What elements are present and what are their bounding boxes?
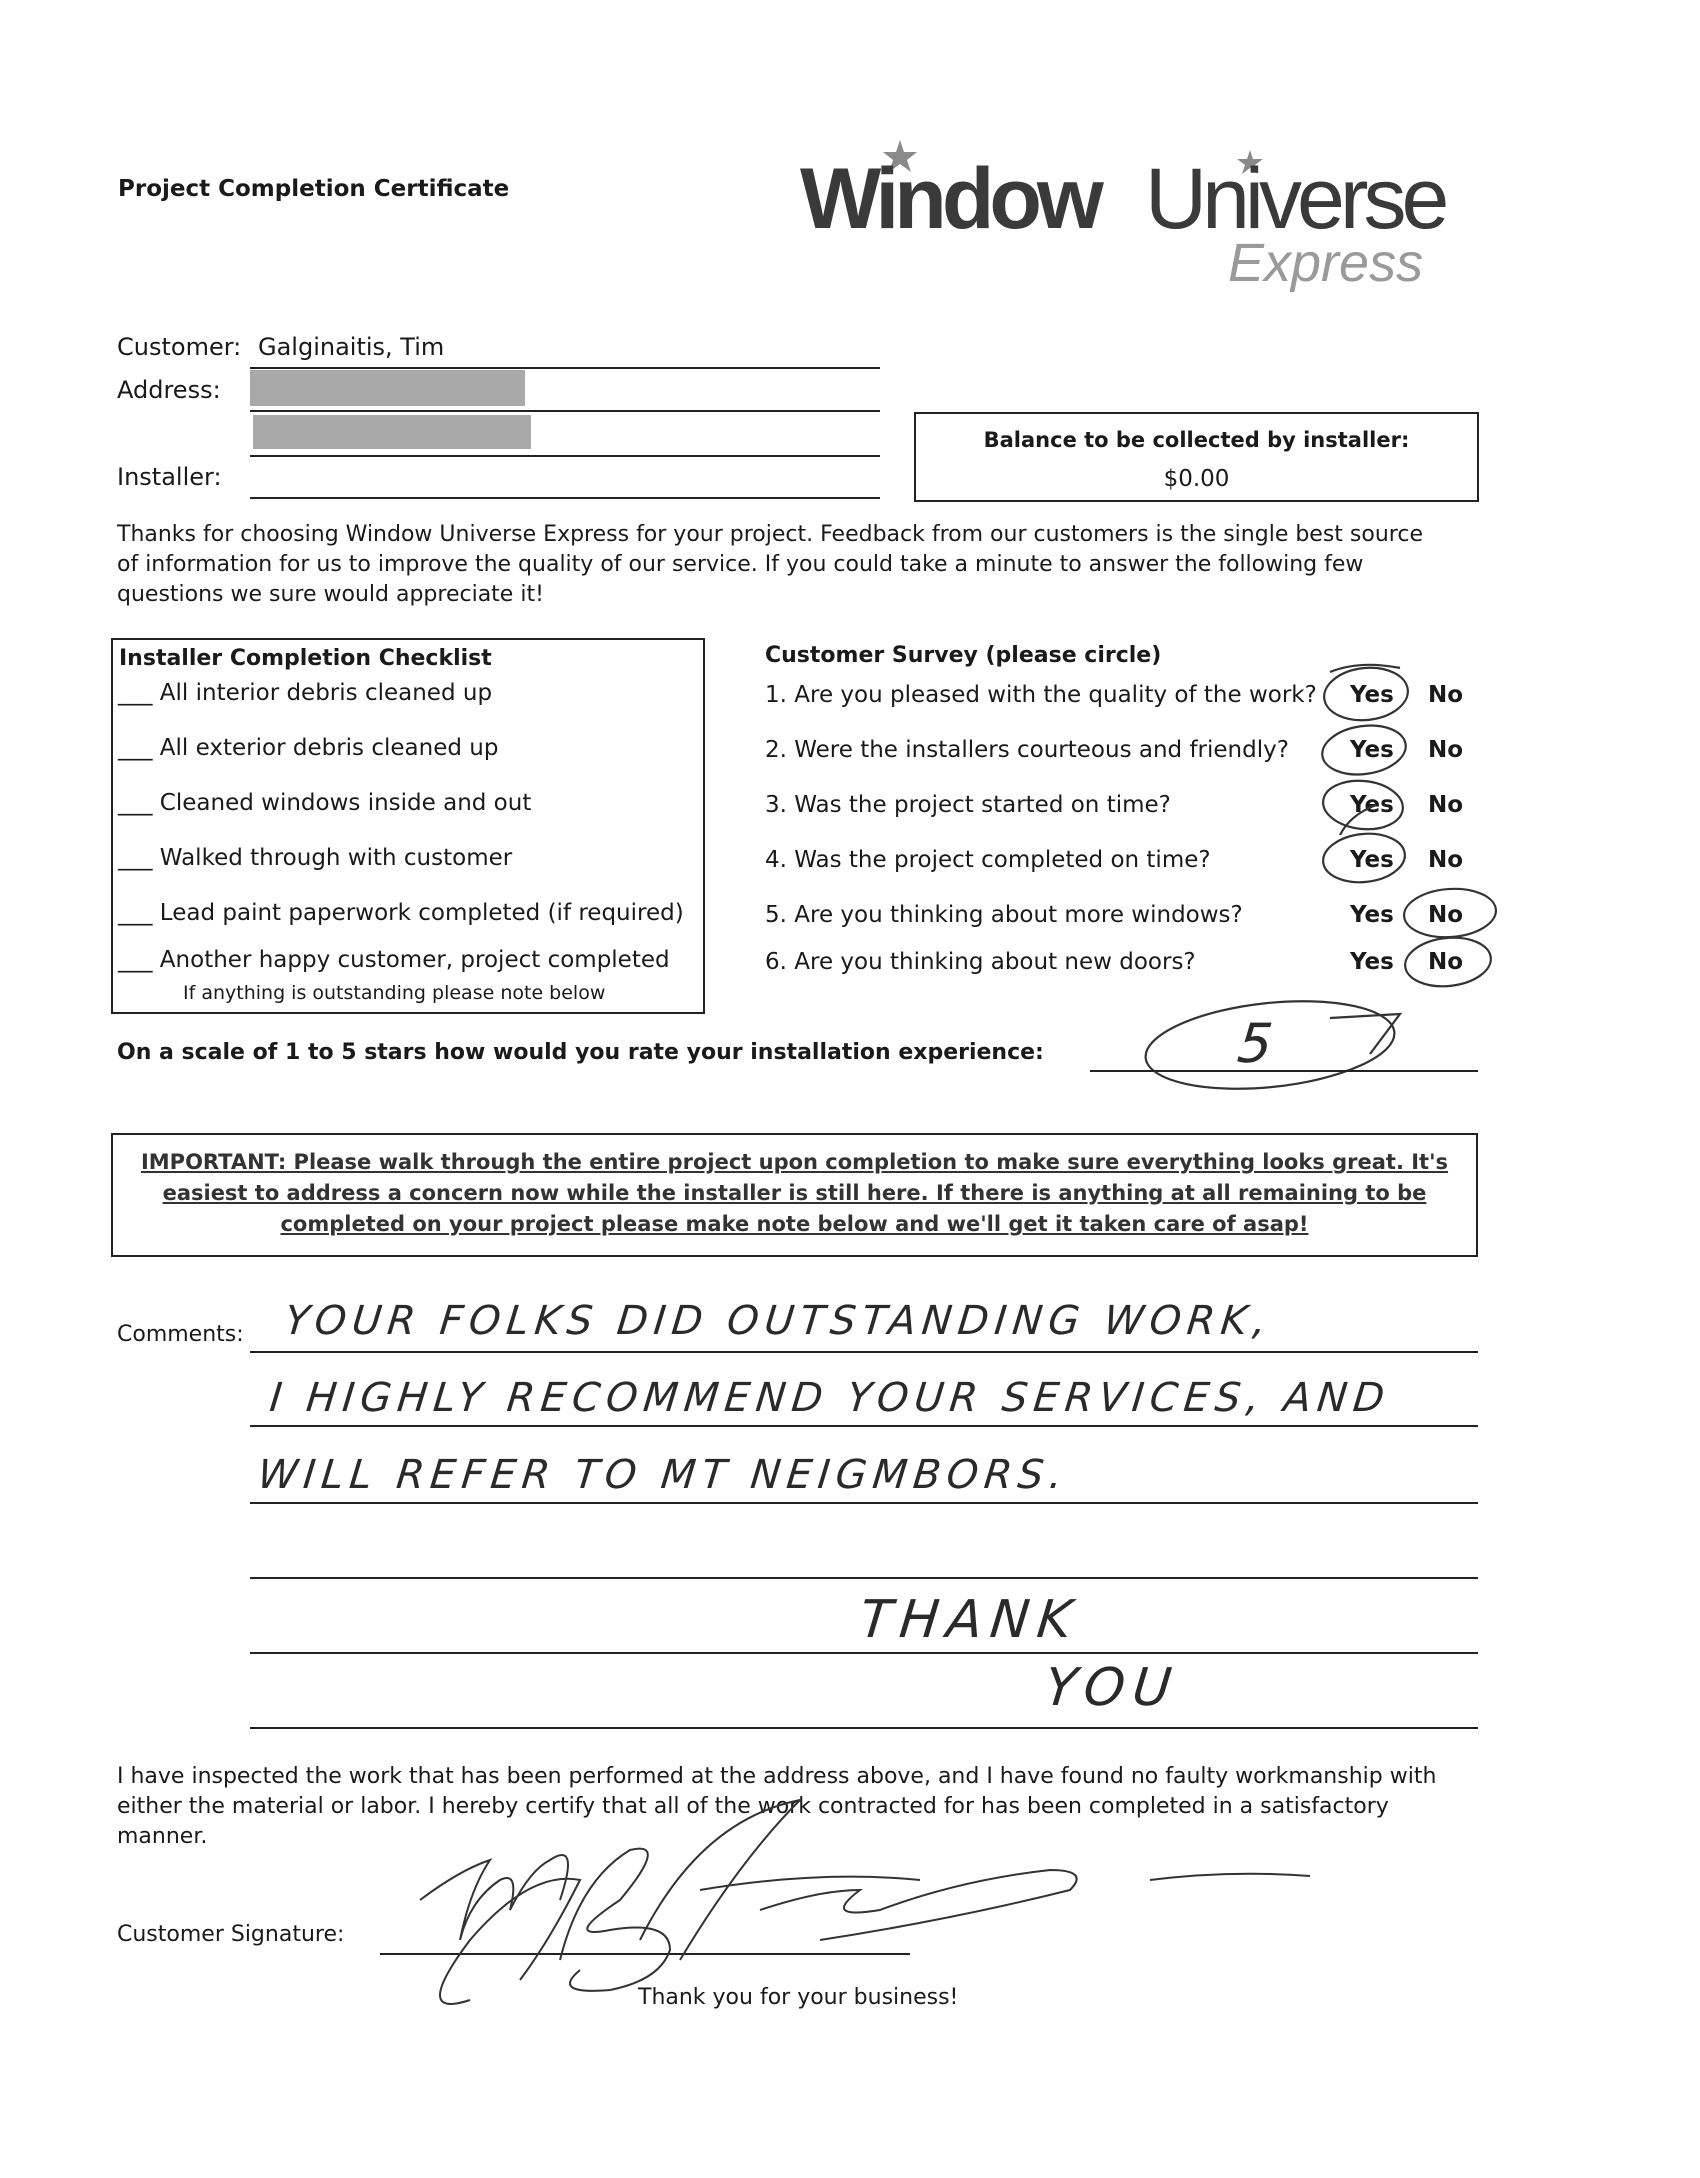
intro-paragraph: Thanks for choosing Window Universe Express for your project. Feedback from our customers is the single best source of information for us to improve the quality of our service. If you could take a minute to answer the following few questions we sure would appreciate it!	[117, 522, 1423, 607]
survey-no-option: No	[1428, 949, 1464, 975]
signature-stroke-2	[560, 1849, 670, 1991]
address-label: Address:	[117, 376, 221, 404]
survey-yes-option: Yes	[1350, 902, 1394, 928]
checklist-item: ___ All exterior debris cleaned up	[118, 735, 499, 761]
survey-no-option: No	[1428, 902, 1464, 928]
logo-word-universe: Universe	[1145, 151, 1445, 247]
survey-title: Customer Survey (please circle)	[765, 643, 1162, 668]
survey-no-option: No	[1428, 682, 1464, 708]
comment-handwriting-3: WILL REFER TO MT NEIGMBORS.	[255, 1452, 1071, 1498]
signature-label: Customer Signature:	[117, 1922, 345, 1947]
survey-question: 3. Was the project started on time?	[765, 792, 1171, 818]
checklist-item: ___ Lead paint paperwork completed (if required)	[118, 900, 684, 926]
survey-yes-option: Yes	[1350, 949, 1394, 975]
checklist-item: ___ Cleaned windows inside and out	[118, 790, 532, 816]
certification-text: I have inspected the work that has been performed at the address above, and I have found no faulty workmanship with either the material or labor. I hereby certify that all of the work contracted for has been completed in a satisfactory manner.	[117, 1764, 1437, 1849]
checklist-item: ___ All interior debris cleaned up	[118, 680, 493, 706]
page-title: Project Completion Certificate	[118, 176, 510, 202]
signature-stroke-3	[440, 1879, 580, 2004]
survey-no-option: No	[1428, 847, 1464, 873]
checklist-note: If anything is outstanding please note below	[183, 982, 606, 1004]
comment-thank: THANK	[856, 1590, 1083, 1650]
signature-stroke-1	[420, 1855, 568, 1940]
comment-handwriting-1: YOUR FOLKS DID OUTSTANDING WORK,	[282, 1298, 1275, 1344]
footer-thank-you: Thank you for your business!	[638, 1985, 959, 2010]
survey-no-option: No	[1428, 737, 1464, 763]
survey-question: 1. Are you pleased with the quality of the work?	[765, 682, 1317, 708]
checklist-item: ___ Walked through with customer	[118, 845, 513, 871]
survey-question: 6. Are you thinking about new doors?	[765, 949, 1196, 975]
important-text: IMPORTANT: Please walk through the entire project upon completion to make sure everything looks great. It's easiest to address a concern now while the installer is still here. If there is anything at all remaining to be completed on your project please make note below and we'll get it taken care of asap!	[140, 1150, 1449, 1236]
rating-value: 5	[1234, 1012, 1290, 1075]
survey-question: 5. Are you thinking about more windows?	[765, 902, 1243, 928]
comment-handwriting-2: I HIGHLY RECOMMEND YOUR SERVICES, AND	[267, 1375, 1393, 1421]
customer-value: Galginaitis, Tim	[258, 333, 445, 361]
survey-yes-option: Yes	[1350, 682, 1394, 708]
survey-yes-option: Yes	[1350, 847, 1394, 873]
survey-yes-option: Yes	[1350, 792, 1394, 818]
comment-you: YOU	[1041, 1658, 1182, 1718]
signature-stroke-7	[1150, 1874, 1310, 1880]
survey-question: 4. Was the project completed on time?	[765, 847, 1211, 873]
customer-label: Customer:	[117, 333, 242, 361]
logo-word-window: Window	[800, 151, 1099, 247]
rating-label: On a scale of 1 to 5 stars how would you rate your installation experience:	[117, 1040, 1044, 1065]
balance-value: $0.00	[1163, 466, 1230, 492]
survey-question: 2. Were the installers courteous and friendly?	[765, 737, 1289, 763]
comments-label: Comments:	[117, 1322, 244, 1347]
balance-label: Balance to be collected by installer:	[983, 428, 1410, 452]
checklist-item: ___ Another happy customer, project completed	[118, 947, 670, 973]
installer-label: Installer:	[117, 463, 222, 491]
logo-word-express: Express	[1228, 233, 1424, 293]
survey-no-option: No	[1428, 792, 1464, 818]
survey-yes-option: Yes	[1350, 737, 1394, 763]
checklist-title: Installer Completion Checklist	[119, 646, 492, 671]
